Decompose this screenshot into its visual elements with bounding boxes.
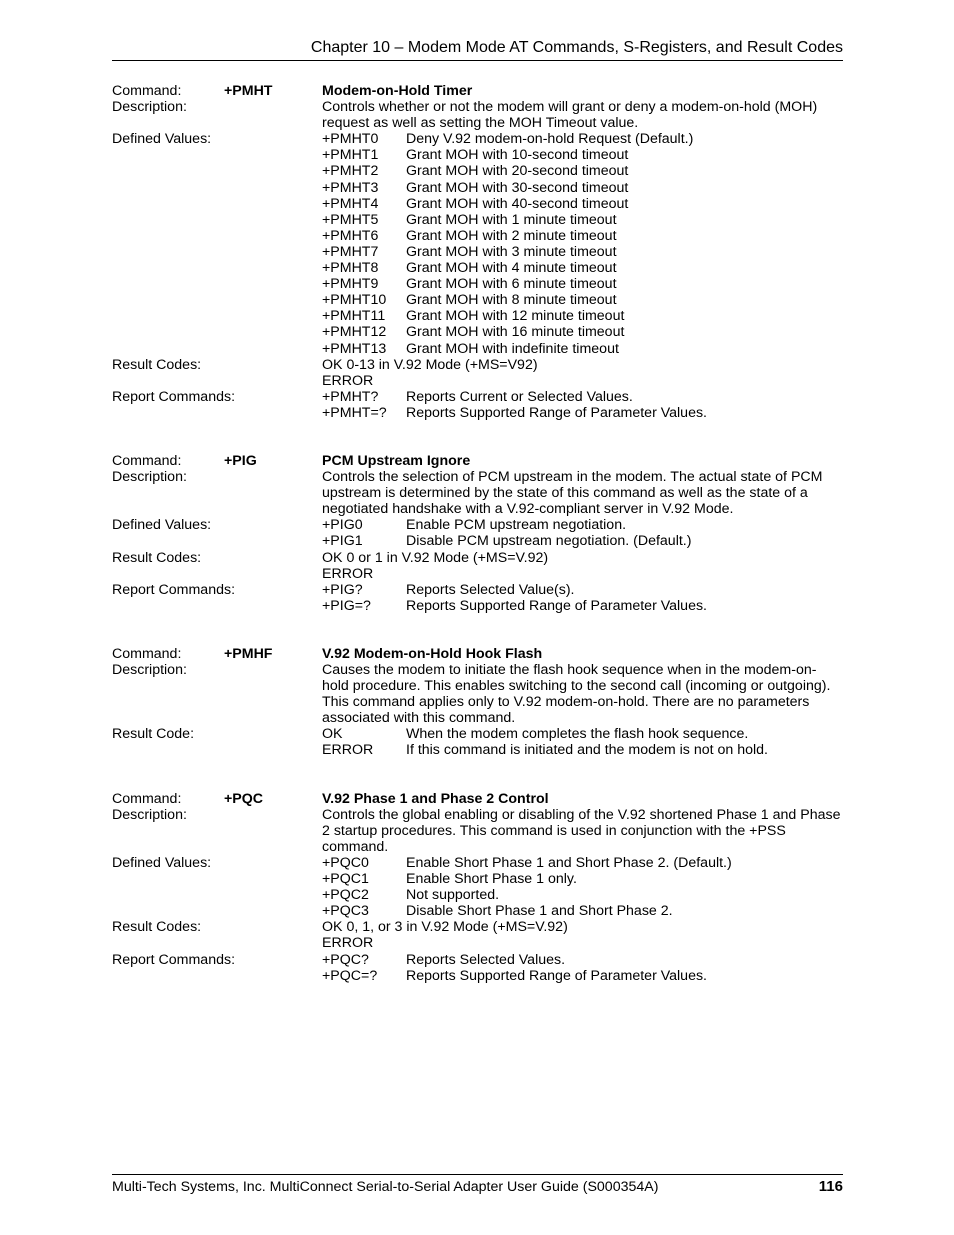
values-list (322, 517, 843, 549)
result-code-row: OK When the modem completes the flash hook sequence. (322, 726, 749, 743)
value-row: +PMHT5 Grant MOH with 1 minute timeout (322, 211, 617, 228)
page-header (112, 38, 843, 61)
value-row: +PQC2 Not supported. (322, 887, 500, 904)
value-row: +PMHT11 Grant MOH with 12 minute timeout (322, 308, 625, 325)
command-title: Modem-on-Hold Timer (322, 83, 473, 99)
report-commands (322, 389, 843, 421)
page-number: 116 (818, 1178, 843, 1195)
command-title: PCM Upstream Ignore (322, 452, 471, 469)
command-label: Command: (112, 645, 182, 662)
description-label: Description: (112, 469, 187, 486)
value-row: +PIG1 Disable PCM upstream negotiation. (Default.) (322, 533, 692, 550)
report-row: +PMHT? Reports Current or Selected Values. (322, 388, 633, 405)
chapter-title: Chapter 10 – Modem Mode AT Commands, S-Registers, and Result Codes (310, 39, 843, 56)
report-commands (322, 582, 843, 614)
result-code-row: ERROR If this command is initiated and the modem is not on hold. (322, 742, 768, 759)
command-label: Command: (112, 452, 182, 469)
report-commands (322, 952, 843, 984)
command-name: +PQC (224, 790, 264, 807)
values-list (322, 855, 843, 919)
command-section-pmht (112, 83, 843, 421)
command-section-pig (112, 453, 843, 614)
value-row: +PMHT4 Grant MOH with 40-second timeout (322, 195, 629, 212)
description-text: Controls whether or not the modem will grant or deny a modem-on-hold (MOH) request as well as setting the MOH Timeout value. (322, 99, 818, 132)
values-list (322, 131, 843, 356)
command-section-pqc (112, 791, 843, 984)
value-row: +PMHT6 Grant MOH with 2 minute timeout (322, 227, 617, 244)
result-codes-label: Result Codes: (112, 919, 202, 936)
values-label: Defined Values: (112, 131, 212, 148)
command-title: V.92 Modem-on-Hold Hook Flash (322, 645, 543, 662)
result-code: ERROR (322, 565, 374, 582)
report-commands-label: Report Commands: (112, 951, 236, 968)
value-row: +PQC1 Enable Short Phase 1 only. (322, 871, 577, 888)
result-codes (322, 357, 843, 389)
command-name: +PMHT (224, 83, 273, 99)
result-codes (322, 919, 843, 951)
result-code-label: Result Code: (112, 726, 195, 743)
result-codes (322, 726, 843, 758)
result-code: ERROR (322, 935, 374, 952)
report-row: +PQC? Reports Selected Values. (322, 951, 566, 968)
report-row: +PIG? Reports Selected Value(s). (322, 581, 575, 598)
result-code: OK 0, 1, or 3 in V.92 Mode (+MS=V.92) (322, 919, 568, 936)
description-text: Causes the modem to initiate the flash hook sequence when in the modem-on-hold procedure. This enables switching to the second call (incoming or outgoing). This command applies only to V.92 modem-on-hold. There are no parameters associated with this command. (322, 662, 831, 727)
result-code: OK 0 or 1 in V.92 Mode (+MS=V.92) (322, 549, 549, 566)
value-row: +PMHT1 Grant MOH with 10-second timeout (322, 147, 629, 164)
value-row: +PQC3 Disable Short Phase 1 and Short Phase 2. (322, 903, 673, 920)
page-footer (112, 1174, 843, 1195)
command-name: +PMHF (224, 645, 273, 662)
values-label: Defined Values: (112, 517, 212, 534)
description-label: Description: (112, 806, 187, 823)
value-row: +PMHT7 Grant MOH with 3 minute timeout (322, 243, 617, 260)
value-row: +PMHT8 Grant MOH with 4 minute timeout (322, 260, 617, 277)
report-row: +PMHT=? Reports Supported Range of Parameter Values. (322, 404, 707, 421)
description-label: Description: (112, 662, 187, 678)
result-codes (322, 550, 843, 582)
page-content (112, 83, 843, 1016)
report-commands-label: Report Commands: (112, 581, 236, 598)
result-codes-label: Result Codes: (112, 549, 202, 566)
value-row: +PMHT9 Grant MOH with 6 minute timeout (322, 276, 617, 293)
value-row: +PMHT2 Grant MOH with 20-second timeout (322, 163, 629, 180)
value-row: +PMHT10 Grant MOH with 8 minute timeout (322, 292, 617, 309)
report-commands-label: Report Commands: (112, 388, 236, 405)
result-code: OK 0-13 in V.92 Mode (+MS=V92) (322, 356, 538, 373)
command-title: V.92 Phase 1 and Phase 2 Control (322, 790, 549, 807)
description-text: Controls the global enabling or disabling of the V.92 shortened Phase 1 and Phase 2 startup procedures. This command is used in conjunction with the +PSS command. (322, 806, 841, 855)
command-label: Command: (112, 790, 182, 807)
value-row: +PIG0 Enable PCM upstream negotiation. (322, 517, 627, 534)
command-name: +PIG (224, 452, 257, 469)
result-codes-label: Result Codes: (112, 356, 202, 373)
result-code: ERROR (322, 372, 374, 389)
value-row: +PQC0 Enable Short Phase 1 and Short Phase 2. (Default.) (322, 854, 732, 871)
value-row: +PMHT3 Grant MOH with 30-second timeout (322, 179, 629, 196)
description-label: Description: (112, 99, 187, 116)
value-row: +PMHT0 Deny V.92 modem-on-hold Request (Default.) (322, 131, 694, 148)
values-label: Defined Values: (112, 854, 212, 871)
command-section-pmhf (112, 646, 843, 759)
document-title: Multi-Tech Systems, Inc. MultiConnect Serial-to-Serial Adapter User Guide (S000354A) (112, 1179, 659, 1195)
report-row: +PIG=? Reports Supported Range of Parameter Values. (322, 597, 707, 614)
command-label: Command: (112, 83, 182, 99)
report-row: +PQC=? Reports Supported Range of Parameter Values. (322, 967, 707, 984)
description-text: Controls the selection of PCM upstream in the modem. The actual state of PCM upstream is determined by the state of this command as well as the state of a negotiated handshake with a V.92-compliant server in V.92 Mode. (322, 469, 823, 518)
value-row: +PMHT13 Grant MOH with indefinite timeout (322, 340, 619, 357)
value-row: +PMHT12 Grant MOH with 16 minute timeout (322, 324, 625, 341)
